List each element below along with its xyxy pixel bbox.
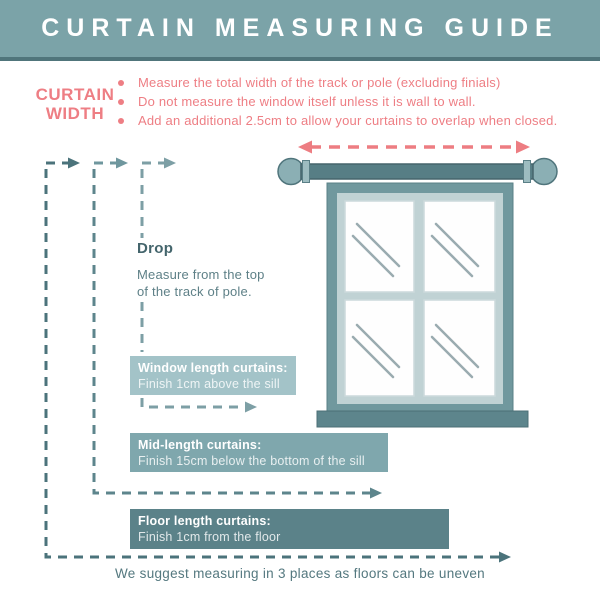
pole-ring-right-icon [524, 161, 531, 183]
drop-description [137, 266, 267, 300]
window-length-box [130, 356, 296, 395]
page-title: CURTAIN MEASURING GUIDE [41, 14, 559, 42]
curtain-width-label-line1: CURTAIN [35, 85, 115, 104]
width-measure-arrow-icon [298, 141, 530, 154]
bullet-text: Do not measure the window itself unless it is wall to wall. [138, 94, 476, 109]
bullet-text: Measure the total width of the track or pole (excluding finials) [138, 75, 501, 90]
window-length-subtitle: Finish 1cm above the sill [138, 377, 280, 391]
drop-section [137, 240, 267, 300]
pole-ring-left-icon [303, 161, 310, 183]
pole-finial-right-icon [531, 159, 557, 185]
curtain-pole-illustration [278, 159, 557, 185]
bullet-text: Add an additional 2.5cm to allow your curtains to overlap when closed. [138, 113, 558, 128]
pole-finial-left-icon [278, 159, 304, 185]
window-sill [317, 411, 528, 427]
window-illustration [317, 183, 528, 427]
drop-description-line2: of the track of pole. [137, 284, 252, 299]
pole-bar [301, 164, 533, 179]
drop-description-line1: Measure from the top [137, 267, 265, 282]
floor-length-subtitle: Finish 1cm from the floor [138, 530, 281, 544]
floor-length-box [130, 509, 449, 549]
floor-length-title: Floor length curtains: [138, 514, 271, 528]
window-length-title: Window length curtains: [138, 361, 288, 375]
mid-length-title: Mid-length curtains: [138, 438, 262, 452]
footer-note: We suggest measuring in 3 places as floors can be uneven [114, 566, 485, 581]
mid-length-box [130, 433, 388, 472]
mid-length-subtitle: Finish 15cm below the bottom of the sill [138, 454, 365, 468]
curtain-width-label-line2: WIDTH [45, 104, 105, 123]
drop-title: Drop [137, 240, 174, 257]
